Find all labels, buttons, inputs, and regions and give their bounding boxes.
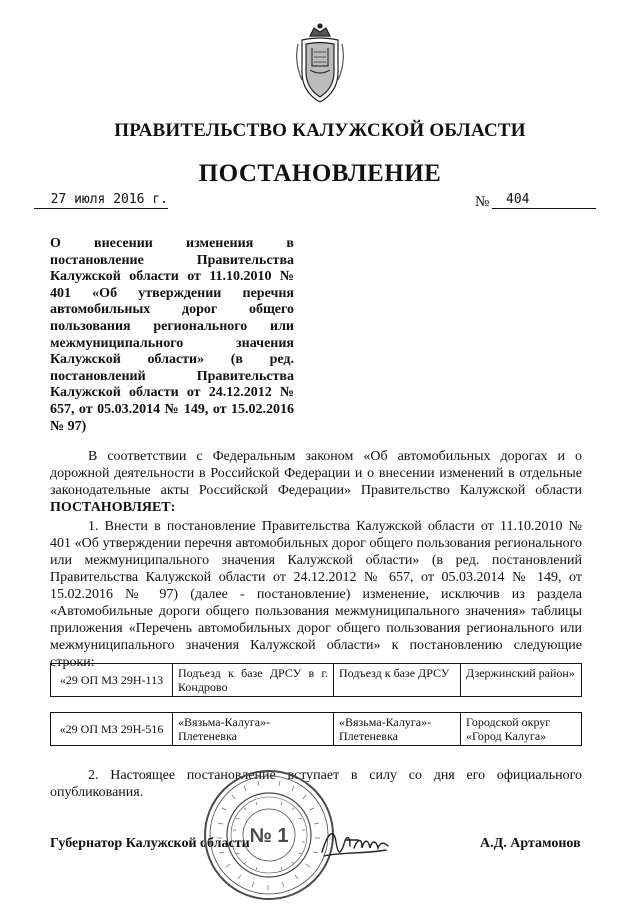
number-sign: № [475,194,490,210]
road-route-cell: «Вязьма-Калуга»-Плетеневка [334,713,461,746]
road-name-cell: «Вязьма-Калуга»-Плетеневка [173,713,334,746]
document-type-title: ПОСТАНОВЛЕНИЕ [198,160,442,187]
preamble-text: В соответствии с Федеральным законом «Об автомобильных дорогах и о дорожной деятельности в Российской Федерации и о внесении изменений в отдельные законодательные акты Российской Федерации» Правительство Калужской области [50,449,582,498]
road-route-cell: Подъезд к базе ДРСУ [334,664,461,697]
road-code-cell: «29 ОП МЗ 29Н-113 [51,664,173,697]
clause-2-paragraph: 2. Настоящее постановление вступает в силу со дня его официального опубликования. [50,768,582,800]
document-subject: О внесении изменения в постановление Правительства Калужской области от 11.10.2010 № 401 «Об утверждении перечня автомобильных дорог общего пользования регионального или межмуниципального значения Калужской области» (в ред. постановлений Правительства Калужской области от 24.12.2012 № 657, от 05.03.2014 № 149, от 15.02.2016 № 97) [50,236,294,434]
excluded-row-table-1 [50,663,582,697]
table-row [51,664,582,697]
road-name-cell: Подъезд к базе ДРСУ в г. Кондрово [173,664,334,697]
clause-1-paragraph: 1. Внести в постановление Правительства Калужской области от 11.10.2010 № 401 «Об утверждении перечня автомобильных дорог общего пользования регионального или межмуниципального значения Калужской области» (в ред. постановлений Правительства Калужской области от 24.12.2012 № 657, от 05.03.2014 № 149, от 15.02.2016 № 97) (далее - постановление) изменение, исключив из раздела «Автомобильные дороги общего пользования межмуниципального значения» таблицы приложения «Перечень автомобильных дорог общего пользования регионального или межмуниципального значения Калужской области» к постановлению следующие строки: [50,519,582,670]
government-title: ПРАВИТЕЛЬСТВО КАЛУЖСКОЙ ОБЛАСТИ [114,120,526,141]
document-number: 404 [492,192,596,209]
road-location-cell: Городской округ «Город Калуга» [461,713,582,746]
preamble-paragraph [50,448,582,516]
decree-word: ПОСТАНОВЛЯЕТ: [50,500,176,515]
signatory-name: А.Д. Артамонов [480,836,581,851]
document-date: 27 июля 2016 г. [34,192,168,209]
table-row [51,713,582,746]
handwritten-signature-icon [318,822,392,864]
road-location-cell: Дзержинский район» [461,664,582,697]
excluded-row-table-2 [50,712,582,746]
road-code-cell: «29 ОП МЗ 29Н-516 [51,713,173,746]
coat-of-arms-icon [292,22,348,106]
seal-number: № 1 [249,825,289,847]
signatory-role: Губернатор Калужской области [50,836,250,851]
official-seal-icon [202,768,336,902]
